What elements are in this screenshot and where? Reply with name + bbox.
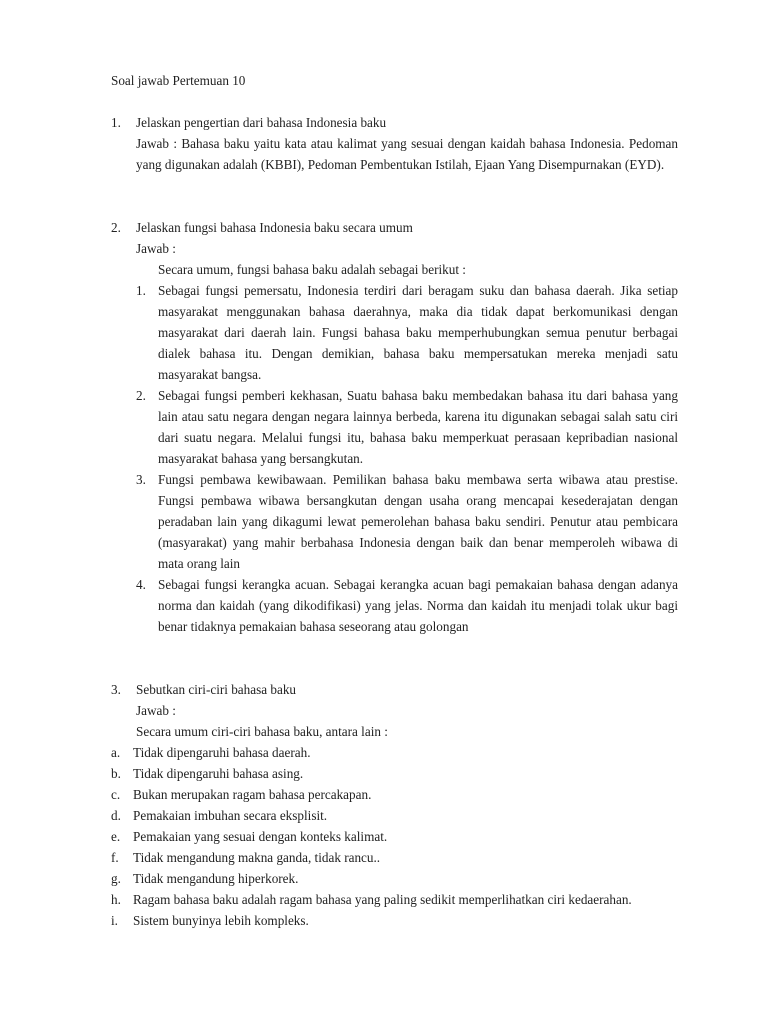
list-item-marker: f. [111, 850, 119, 865]
question-3-text: Sebutkan ciri-ciri bahasa baku [136, 682, 297, 697]
list-item [111, 889, 678, 910]
list-item-marker: 4. [136, 577, 146, 592]
list-item [111, 826, 678, 847]
list-item-text: Sebagai fungsi kerangka acuan. Sebagai kerangka acuan bagi pemakaian bahasa dengan adanya norma dan kaidah (yang dikodifikasi) yang jelas. Norma dan kaidah itu menjadi tolak ukur bagi benar tidaknya pemakaian bahasa seseorang atau golongan [158, 577, 678, 634]
question-3-header [111, 679, 678, 700]
list-item-text: Pemakaian imbuhan secara eksplisit. [133, 808, 328, 823]
list-item-text: Tidak dipengaruhi bahasa daerah. [133, 745, 311, 760]
list-item-marker: a. [111, 745, 121, 760]
question-2-text: Jelaskan fungsi bahasa Indonesia baku secara umum [136, 220, 413, 235]
question-2-body [111, 238, 678, 637]
question-1-header [111, 112, 678, 133]
list-item-text: Tidak dipengaruhi bahasa asing. [133, 766, 304, 781]
list-item-text: Pemakaian yang sesuai dengan konteks kalimat. [133, 829, 388, 844]
list-item [111, 847, 678, 868]
list-item-marker: d. [111, 808, 121, 823]
question-2 [111, 217, 678, 637]
list-item [136, 385, 678, 469]
list-item-text: Ragam bahasa baku adalah ragam bahasa yang paling sedikit memperlihatkan ciri kedaerahan. [133, 892, 632, 907]
list-item [111, 868, 678, 889]
question-1-text: Jelaskan pengertian dari bahasa Indonesia baku [136, 115, 387, 130]
list-item [111, 805, 678, 826]
list-item-text: Tidak mengandung hiperkorek. [133, 871, 299, 886]
list-item [136, 574, 678, 637]
list-item-marker: h. [111, 892, 121, 907]
list-item-marker: i. [111, 913, 118, 928]
question-3-number: 3. [111, 682, 121, 697]
list-item-text: Bukan merupakan ragam bahasa percakapan. [133, 787, 372, 802]
question-3 [111, 679, 678, 931]
question-2-answer-label: Jawab : [136, 241, 176, 256]
question-2-intro: Secara umum, fungsi bahasa baku adalah sebagai berikut : [158, 262, 466, 277]
list-item-marker: 2. [136, 388, 146, 403]
list-item-marker: 3. [136, 472, 146, 487]
question-2-number: 2. [111, 220, 121, 235]
question-1-answer: Jawab : Bahasa baku yaitu kata atau kalimat yang sesuai dengan kaidah bahasa Indonesia. Pedoman yang digunakan adalah (KBBI), Pedoman Pembentukan Istilah, Ejaan Yang Disempurnakan (EYD). [136, 136, 678, 172]
list-item-marker: c. [111, 787, 121, 802]
list-item-text: Sistem bunyinya lebih kompleks. [133, 913, 309, 928]
list-item-marker: e. [111, 829, 121, 844]
question-3-body [111, 700, 678, 742]
question-3-characteristics-list [111, 742, 678, 931]
question-1-number: 1. [111, 115, 121, 130]
document-title: Soal jawab Pertemuan 10 [111, 73, 246, 88]
list-item-text: Sebagai fungsi pemberi kekhasan, Suatu bahasa baku membedakan bahasa itu dari bahasa yang lain atau satu negara dengan negara lainnya berbeda, karena itu digunakan sebagai salah satu ciri dari suatu negara. Melalui fungsi itu, bahasa baku memperkuat perasaan kepribadian nasional masyarakat bahasa yang bersangkutan. [158, 388, 678, 466]
question-2-header [111, 217, 678, 238]
list-item [111, 910, 678, 931]
list-item-text: Tidak mengandung makna ganda, tidak rancu.. [133, 850, 381, 865]
list-item-marker: b. [111, 766, 121, 781]
question-2-function-list [136, 280, 678, 637]
list-item-marker: g. [111, 871, 121, 886]
list-item [111, 742, 678, 763]
list-item-text: Fungsi pembawa kewibawaan. Pemilikan bahasa baku membawa serta wibawa atau prestise. Fungsi pembawa wibawa bersangkutan dengan usaha orang mencapai kesederajatan dengan peradaban lain yang dikagumi lewat pemerolehan bahasa baku sendiri. Penutur atau pembicara (masyarakat) yang mahir berbahasa Indonesia dengan baik dan benar memperoleh wibawa di mata orang lain [158, 472, 678, 571]
list-item [136, 469, 678, 574]
list-item-marker: 1. [136, 283, 146, 298]
list-item [111, 763, 678, 784]
question-1 [111, 112, 678, 175]
question-3-answer-label: Jawab : [136, 703, 176, 718]
list-item-text: Sebagai fungsi pemersatu, Indonesia terdiri dari beragam suku dan bahasa daerah. Jika setiap masyarakat menggunakan bahasa daerahnya, maka dia tidak dapat berkomunikasi dengan masyarakat dari daerah lain. Fungsi bahasa baku memperhubungkan semua penutur berbagai dialek bahasa itu. Dengan demikian, bahasa baku mempersatukan mereka menjadi satu masyarakat bangsa. [158, 283, 678, 382]
question-3-intro: Secara umum ciri-ciri bahasa baku, antara lain : [136, 724, 388, 739]
list-item [111, 784, 678, 805]
list-item [136, 280, 678, 385]
